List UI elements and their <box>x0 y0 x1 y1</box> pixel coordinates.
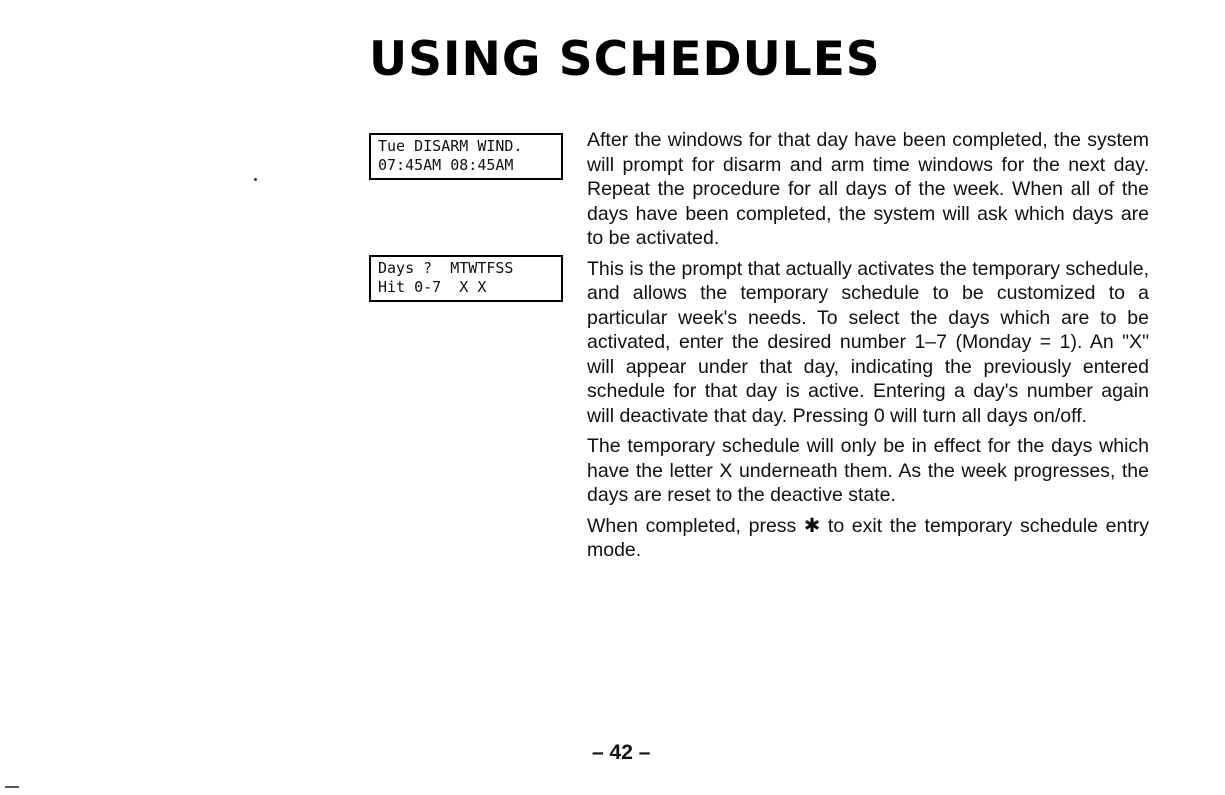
display-line-2: 07:45AM 08:45AM <box>378 156 514 174</box>
scan-mark <box>5 786 19 788</box>
display-line-1: Days ? MTWTFSS <box>378 259 514 277</box>
paragraph-effect: The temporary schedule will only be in effect for the days which have the letter X underneath them. As the week progresses, the days are reset to the deactive state. <box>587 435 1149 506</box>
scan-speck <box>254 178 257 181</box>
display-line-2: Hit 0-7 X X <box>378 278 487 296</box>
page-number: – 42 – <box>592 741 651 764</box>
keypad-display-days <box>369 255 563 302</box>
body-text <box>587 128 1149 569</box>
paragraph-exit: When completed, press ✱ to exit the temporary schedule entry mode. <box>587 514 1149 561</box>
keypad-display-disarm-window <box>369 133 563 180</box>
paragraph-activate: This is the prompt that actually activates the temporary schedule, and allows the temporary schedule to be customized to a particular week's needs. To select the days which are to be activated, enter the desired number 1–7 (Monday = 1). An "X" will appear under that day, indicating the previously entered schedule for that day is active. Entering a day's number again will deactivate that day. Pressing 0 will turn all days on/off. <box>587 257 1149 427</box>
paragraph-windows: After the windows for that day have been completed, the system will prompt for disarm and arm time windows for the next day. Repeat the procedure for all days of the week. When all of the days have been completed, the system will ask which days are to be activated. <box>587 129 1149 249</box>
page-title: USING SCHEDULES <box>369 32 881 87</box>
display-line-1: Tue DISARM WIND. <box>378 137 523 155</box>
